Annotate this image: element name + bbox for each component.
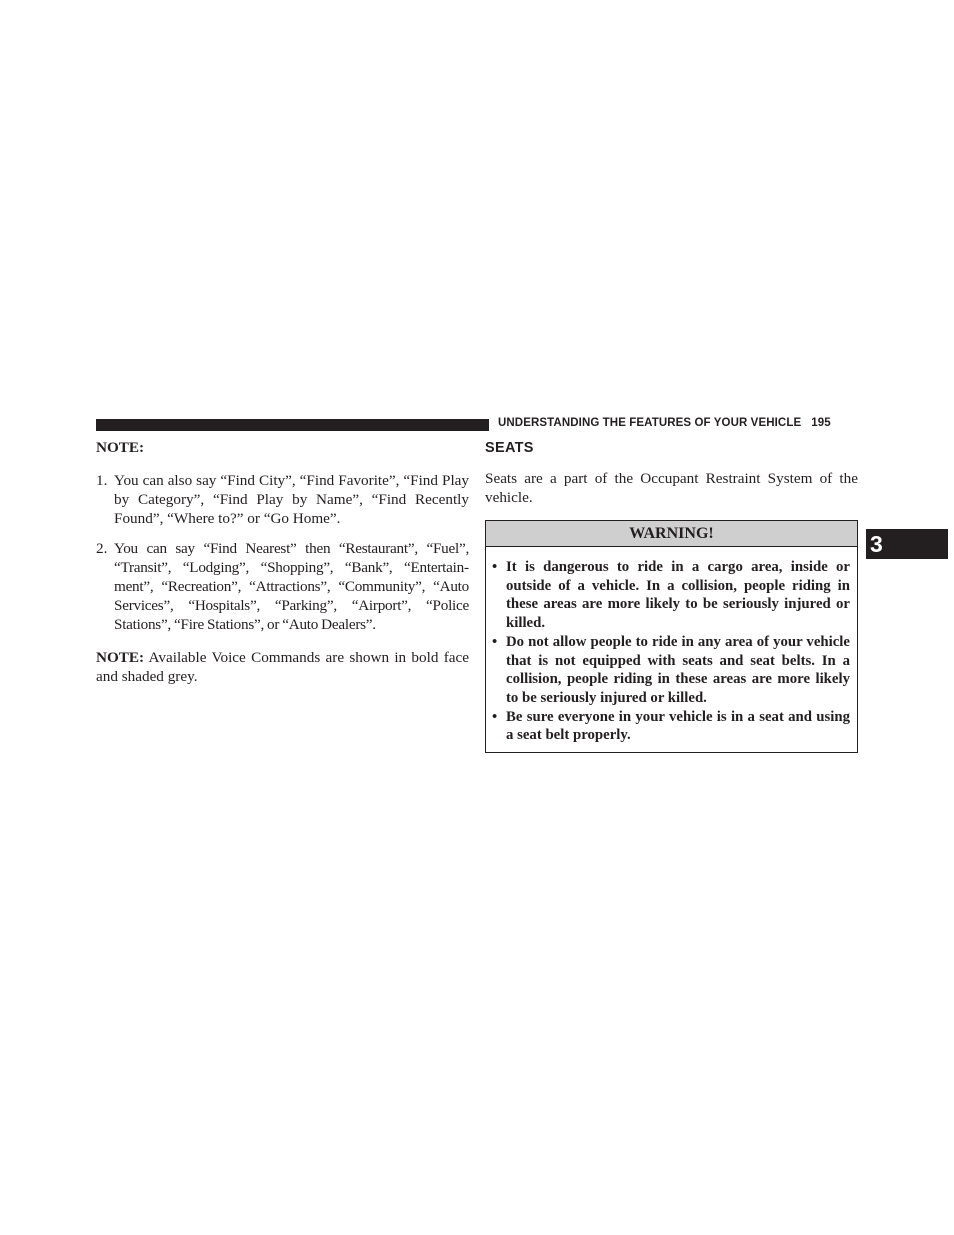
note-paragraph [96, 648, 469, 686]
list-item-text: You can also say “Find City”, “Find Favorite”, “Find Play by Category”, “Find Play by Name”, “Find Recently Found”, “Where to?” or “Go Home”. [114, 472, 469, 527]
warning-list [486, 547, 857, 752]
intro-paragraph: Seats are a part of the Occupant Restraint System of the vehicle. [485, 470, 858, 506]
list-number: 2. [96, 540, 108, 557]
section-heading: SEATS [485, 440, 534, 456]
section-title: UNDERSTANDING THE FEATURES OF YOUR VEHICLE [498, 417, 802, 429]
note-heading: NOTE: [96, 439, 145, 456]
warning-box [485, 520, 858, 753]
left-column [96, 438, 469, 686]
note-label: NOTE: [96, 649, 145, 666]
chapter-tab: 3 [866, 529, 948, 559]
warning-title: WARNING! [486, 521, 857, 547]
warning-item-text: It is dangerous to ride in a cargo area, inside or outside of a vehicle. In a collision, people riding in these areas are more likely to be seriously injured or killed. [506, 559, 850, 632]
bullet-icon: • [492, 559, 498, 575]
list-item [492, 633, 850, 708]
list-item-text: You can say “Find Nearest” then “Restaurant”, “Fuel”, “Transit”, “Lodging”, “Shopping”, “Bank”, “Entertainment”, “Recreation”, “Attractions”, “Community”, “Auto Services”, “Hospitals”, “Parking”, “Airport”, “Police Stations”, “Fire Stations”, or “Auto Dealers”. [114, 540, 469, 633]
list-item [96, 539, 469, 634]
right-column [485, 438, 858, 753]
list-item [492, 558, 850, 633]
header-rule [96, 419, 489, 431]
list-item [492, 708, 850, 745]
page-number: 195 [811, 417, 831, 429]
list-number: 1. [96, 472, 108, 489]
note-text: Available Voice Commands are shown in bold face and shaded grey. [96, 649, 469, 685]
bullet-icon: • [492, 633, 498, 650]
warning-item-text: Be sure everyone in your vehicle is in a seat and using a seat belt properly. [506, 708, 850, 744]
bullet-icon: • [492, 708, 498, 725]
warning-item-text: Do not allow people to ride in any area of your vehicle that is not equipped with seats and seat belts. In a collision, people riding in these areas are more likely to be seriously injured or killed. [506, 633, 850, 706]
list-item [96, 471, 469, 528]
voice-command-list [96, 471, 469, 634]
running-header [498, 417, 831, 429]
